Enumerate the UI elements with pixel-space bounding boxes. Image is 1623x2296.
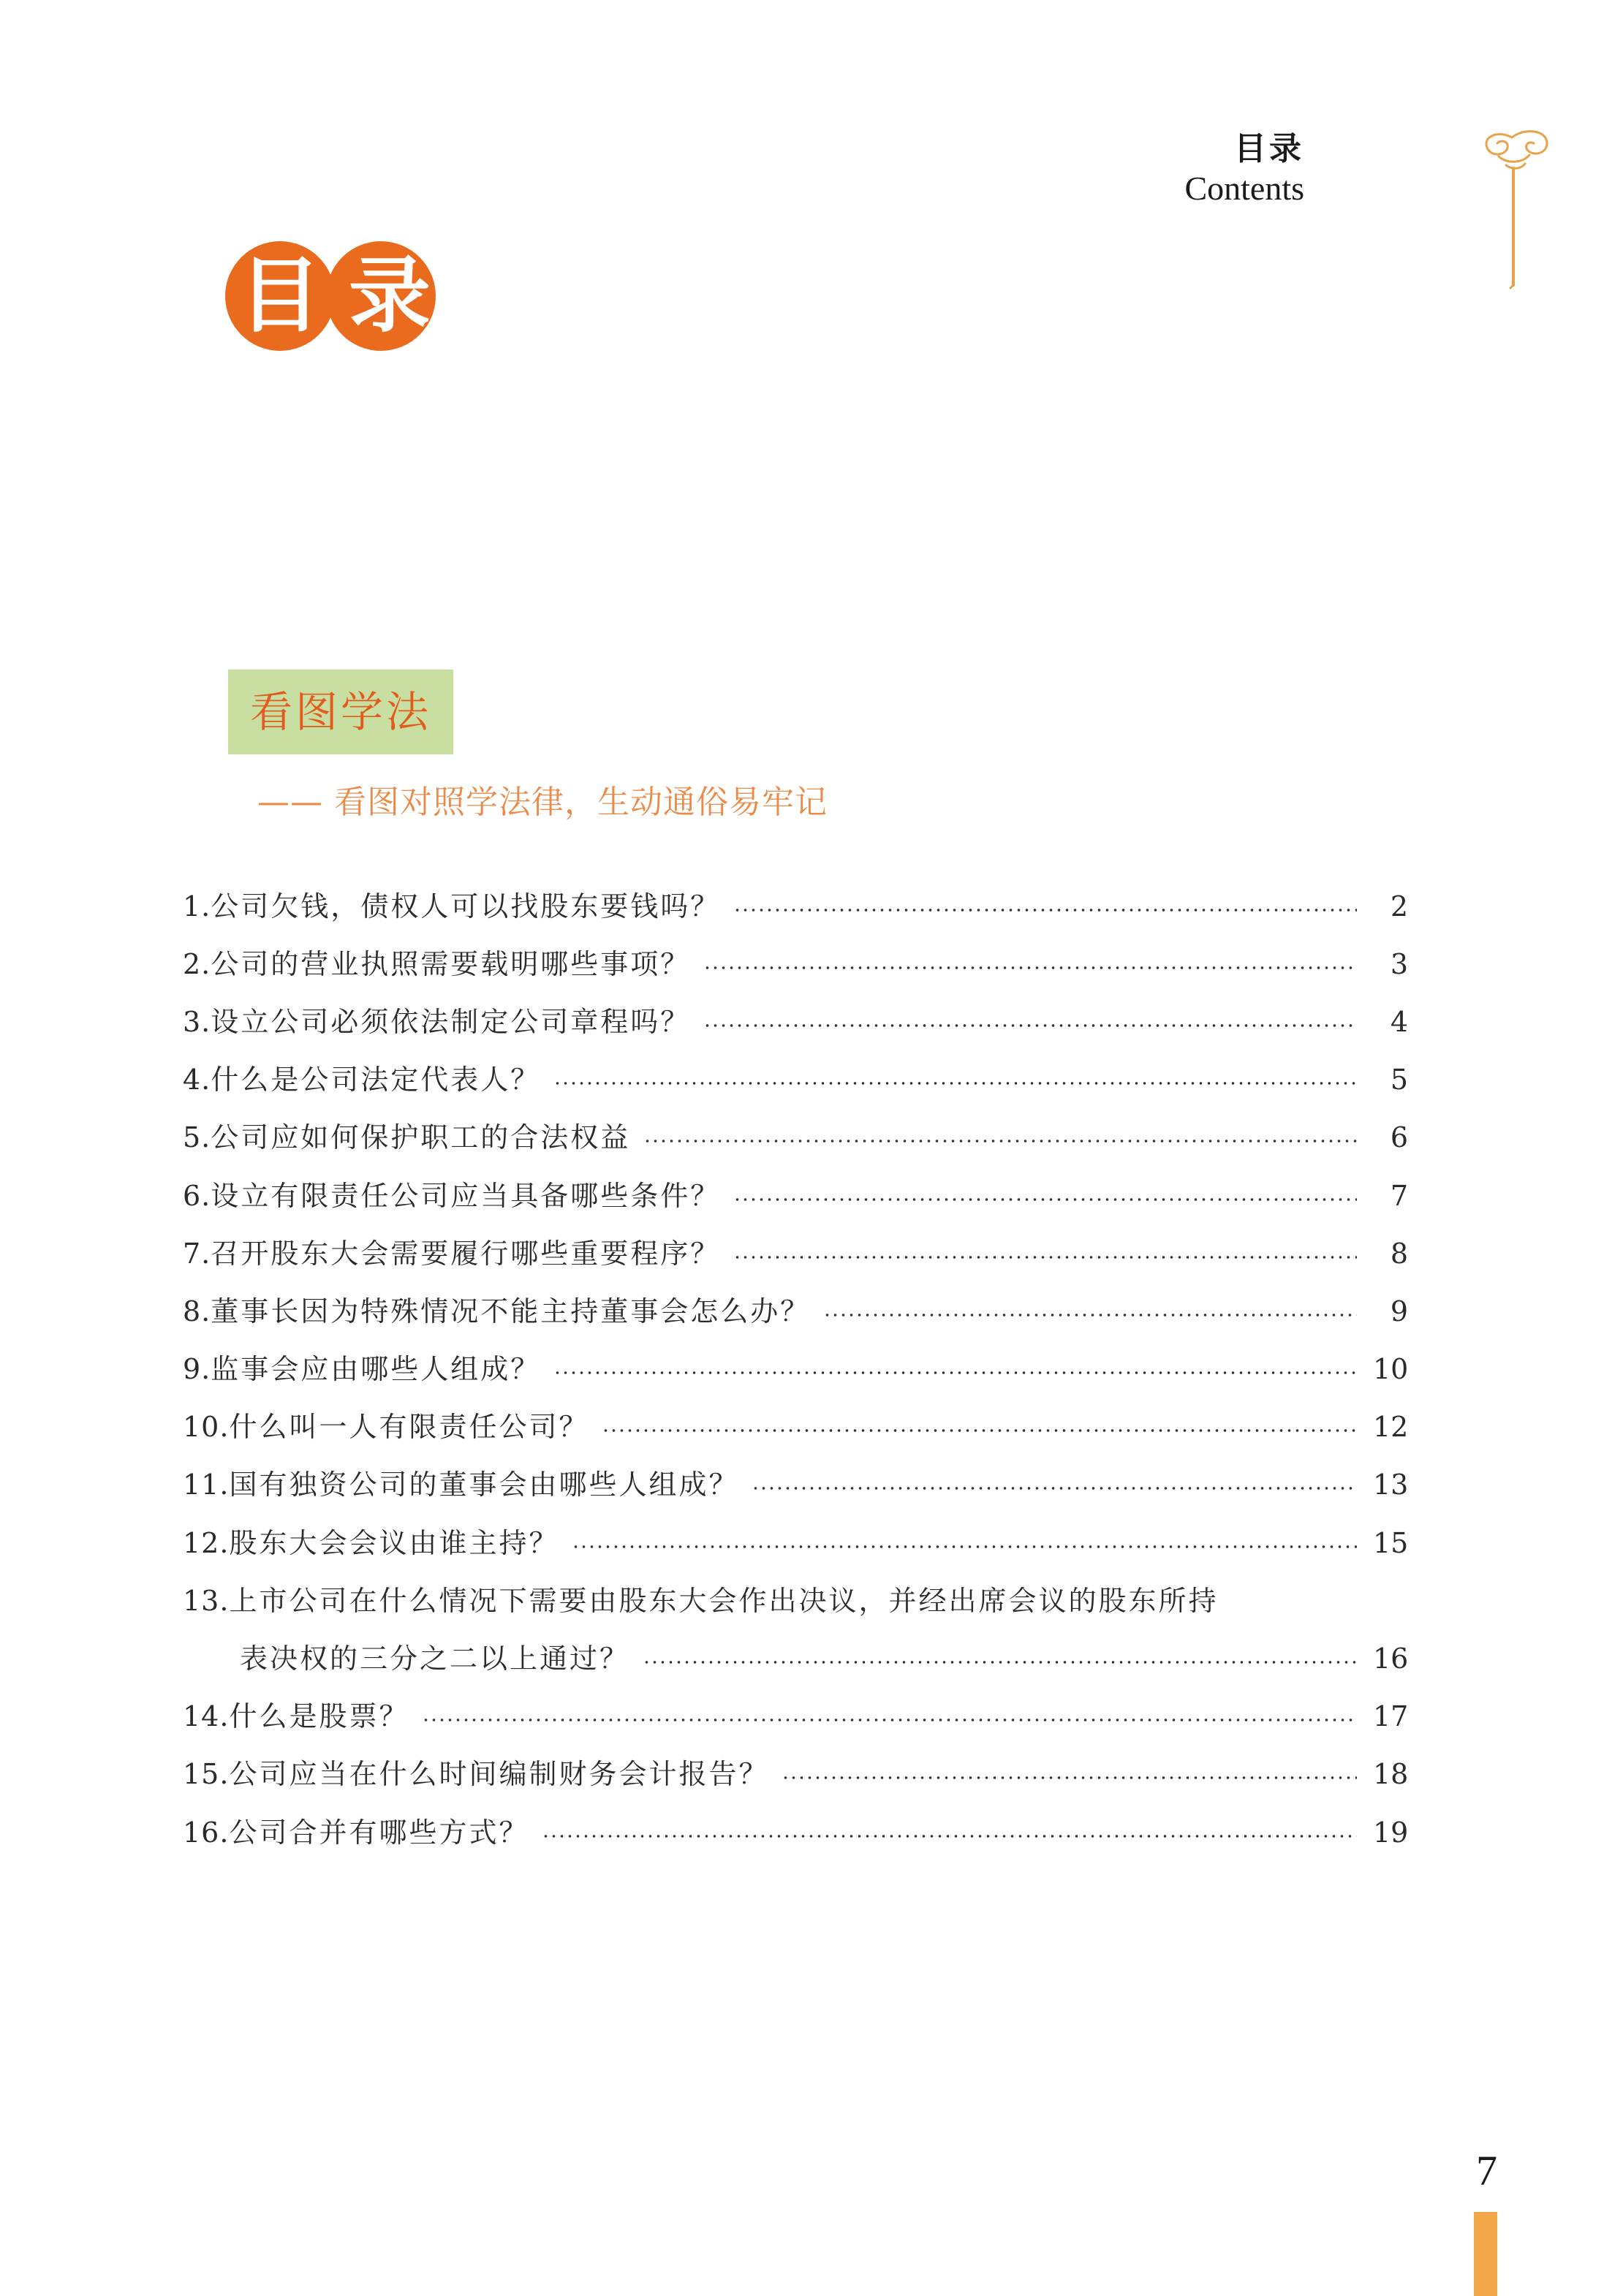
scroll-ornament-icon [1477, 123, 1557, 291]
toc-entry-title: 上市公司在什么情况下需要由股东大会作出决议，并经出席会议的股东所持 [229, 1584, 1219, 1617]
toc-entry-page: 13 [1373, 1469, 1409, 1501]
toc-entry-number: 11. [183, 1469, 230, 1501]
toc-leader-dots [823, 1314, 1357, 1316]
toc-entry-page: 15 [1373, 1526, 1409, 1559]
toc-entry-number: 1. [183, 890, 211, 922]
toc-entry-title: 什么叫一人有限责任公司？ [229, 1411, 589, 1444]
toc-leader-dots [733, 1198, 1357, 1201]
toc-entry-number: 14. [183, 1700, 230, 1733]
toc-entry-page: 19 [1373, 1816, 1409, 1849]
toc-leader-dots [733, 1256, 1357, 1259]
toc-entry-title: 公司欠钱，债权人可以找股东要钱吗？ [211, 890, 721, 922]
running-header-title-en: Contents [1184, 170, 1304, 207]
toc-entry-page: 10 [1373, 1353, 1409, 1386]
toc-entry-title: 股东大会会议由谁主持？ [229, 1526, 559, 1559]
toc-entry[interactable] [183, 1341, 1408, 1398]
toc-leader-dots [643, 1140, 1357, 1143]
toc-entry-number: 8. [183, 1295, 211, 1327]
toc-entry[interactable] [183, 1224, 1408, 1282]
toc-entry[interactable] [183, 1514, 1408, 1572]
table-of-contents [183, 877, 1408, 1861]
toc-entry-title: 监事会应由哪些人组成？ [211, 1353, 541, 1386]
toc-entry-title: 董事长因为特殊情况不能主持董事会怎么办？ [211, 1295, 811, 1327]
toc-entry[interactable] [183, 1398, 1408, 1456]
section-heading: 看图学法 [228, 670, 453, 754]
toc-entry-number: 2. [183, 947, 211, 980]
toc-entry-number: 10. [183, 1411, 230, 1444]
section-subtitle: —— 看图对照学法律，生动通俗易牢记 [257, 784, 828, 821]
toc-entry-title: 国有独资公司的董事会由哪些人组成？ [229, 1469, 739, 1501]
toc-entry[interactable] [183, 1572, 1408, 1629]
toc-entry-number: 15. [183, 1758, 230, 1791]
toc-entry-title: 设立公司必须依法制定公司章程吗？ [211, 1005, 691, 1038]
toc-leader-dots [553, 1371, 1357, 1374]
toc-entry-number: 3. [183, 1005, 211, 1038]
toc-entry-page: 12 [1373, 1411, 1409, 1444]
page-edge-tab [1474, 2212, 1497, 2296]
toc-leader-dots [782, 1776, 1357, 1779]
toc-entry-number: 9. [183, 1353, 211, 1386]
toc-entry-title: 什么是股票？ [229, 1700, 409, 1733]
toc-leader-dots [572, 1545, 1357, 1548]
toc-entry-title: 公司的营业执照需要载明哪些事项？ [211, 947, 691, 980]
toc-entry-page: 18 [1373, 1758, 1409, 1791]
toc-entry-page: 8 [1390, 1237, 1408, 1270]
toc-entry-page: 3 [1390, 947, 1408, 980]
running-header-title-zh: 目录 [1234, 130, 1304, 167]
toc-leader-dots [553, 1082, 1357, 1085]
toc-entry-title: 什么是公司法定代表人？ [211, 1064, 541, 1096]
page-title-char: 目 [239, 249, 321, 344]
toc-entry-title: 设立有限责任公司应当具备哪些条件？ [211, 1179, 721, 1212]
page-number: 7 [1476, 2147, 1497, 2194]
toc-entry-number: 12. [183, 1526, 230, 1559]
toc-entry-page: 9 [1390, 1295, 1408, 1327]
toc-entry-page: 6 [1390, 1121, 1408, 1154]
toc-entry[interactable] [183, 993, 1408, 1050]
toc-leader-dots [733, 909, 1357, 912]
toc-entry-page: 4 [1390, 1005, 1408, 1038]
toc-entry-page: 17 [1373, 1700, 1409, 1733]
toc-entry[interactable] [183, 1167, 1408, 1224]
toc-entry[interactable] [183, 1051, 1408, 1109]
toc-entry-title: 公司应当在什么时间编制财务会计报告？ [229, 1758, 769, 1791]
toc-entry-number: 5. [183, 1121, 211, 1154]
toc-entry-title: 公司应如何保护职工的合法权益 [211, 1121, 631, 1154]
toc-leader-dots [422, 1719, 1357, 1721]
toc-entry-number: 13. [183, 1584, 230, 1617]
toc-leader-dots [752, 1487, 1357, 1490]
toc-entry[interactable] [183, 1688, 1408, 1746]
toc-leader-dots [643, 1661, 1357, 1664]
toc-entry[interactable] [183, 1109, 1408, 1167]
toc-entry[interactable] [183, 1456, 1408, 1514]
toc-entry-number: 16. [183, 1816, 230, 1849]
toc-entry-title: 召开股东大会需要履行哪些重要程序？ [211, 1237, 721, 1270]
toc-entry-title: 公司合并有哪些方式？ [229, 1816, 529, 1849]
toc-entry-page: 5 [1390, 1064, 1408, 1096]
toc-entry[interactable] [183, 877, 1408, 935]
running-header [1184, 130, 1304, 209]
toc-entry-number: 4. [183, 1064, 211, 1096]
toc-entry[interactable] [183, 1803, 1408, 1861]
page-title-char: 录 [349, 249, 431, 344]
toc-leader-dots [703, 966, 1357, 969]
toc-entry-page: 16 [1373, 1643, 1409, 1675]
toc-entry[interactable] [183, 1282, 1408, 1340]
toc-entry-continuation[interactable] [183, 1629, 1408, 1687]
toc-entry-number: 6. [183, 1179, 211, 1212]
page-title [225, 241, 444, 351]
toc-entry-page: 2 [1390, 890, 1408, 922]
toc-entry[interactable] [183, 935, 1408, 993]
toc-leader-dots [602, 1429, 1357, 1432]
toc-entry[interactable] [183, 1746, 1408, 1803]
toc-entry-title: 表决权的三分之二以上通过？ [240, 1643, 630, 1675]
toc-leader-dots [542, 1835, 1357, 1838]
toc-leader-dots [703, 1024, 1357, 1027]
toc-entry-page: 7 [1390, 1179, 1408, 1212]
toc-entry-number: 7. [183, 1237, 211, 1270]
